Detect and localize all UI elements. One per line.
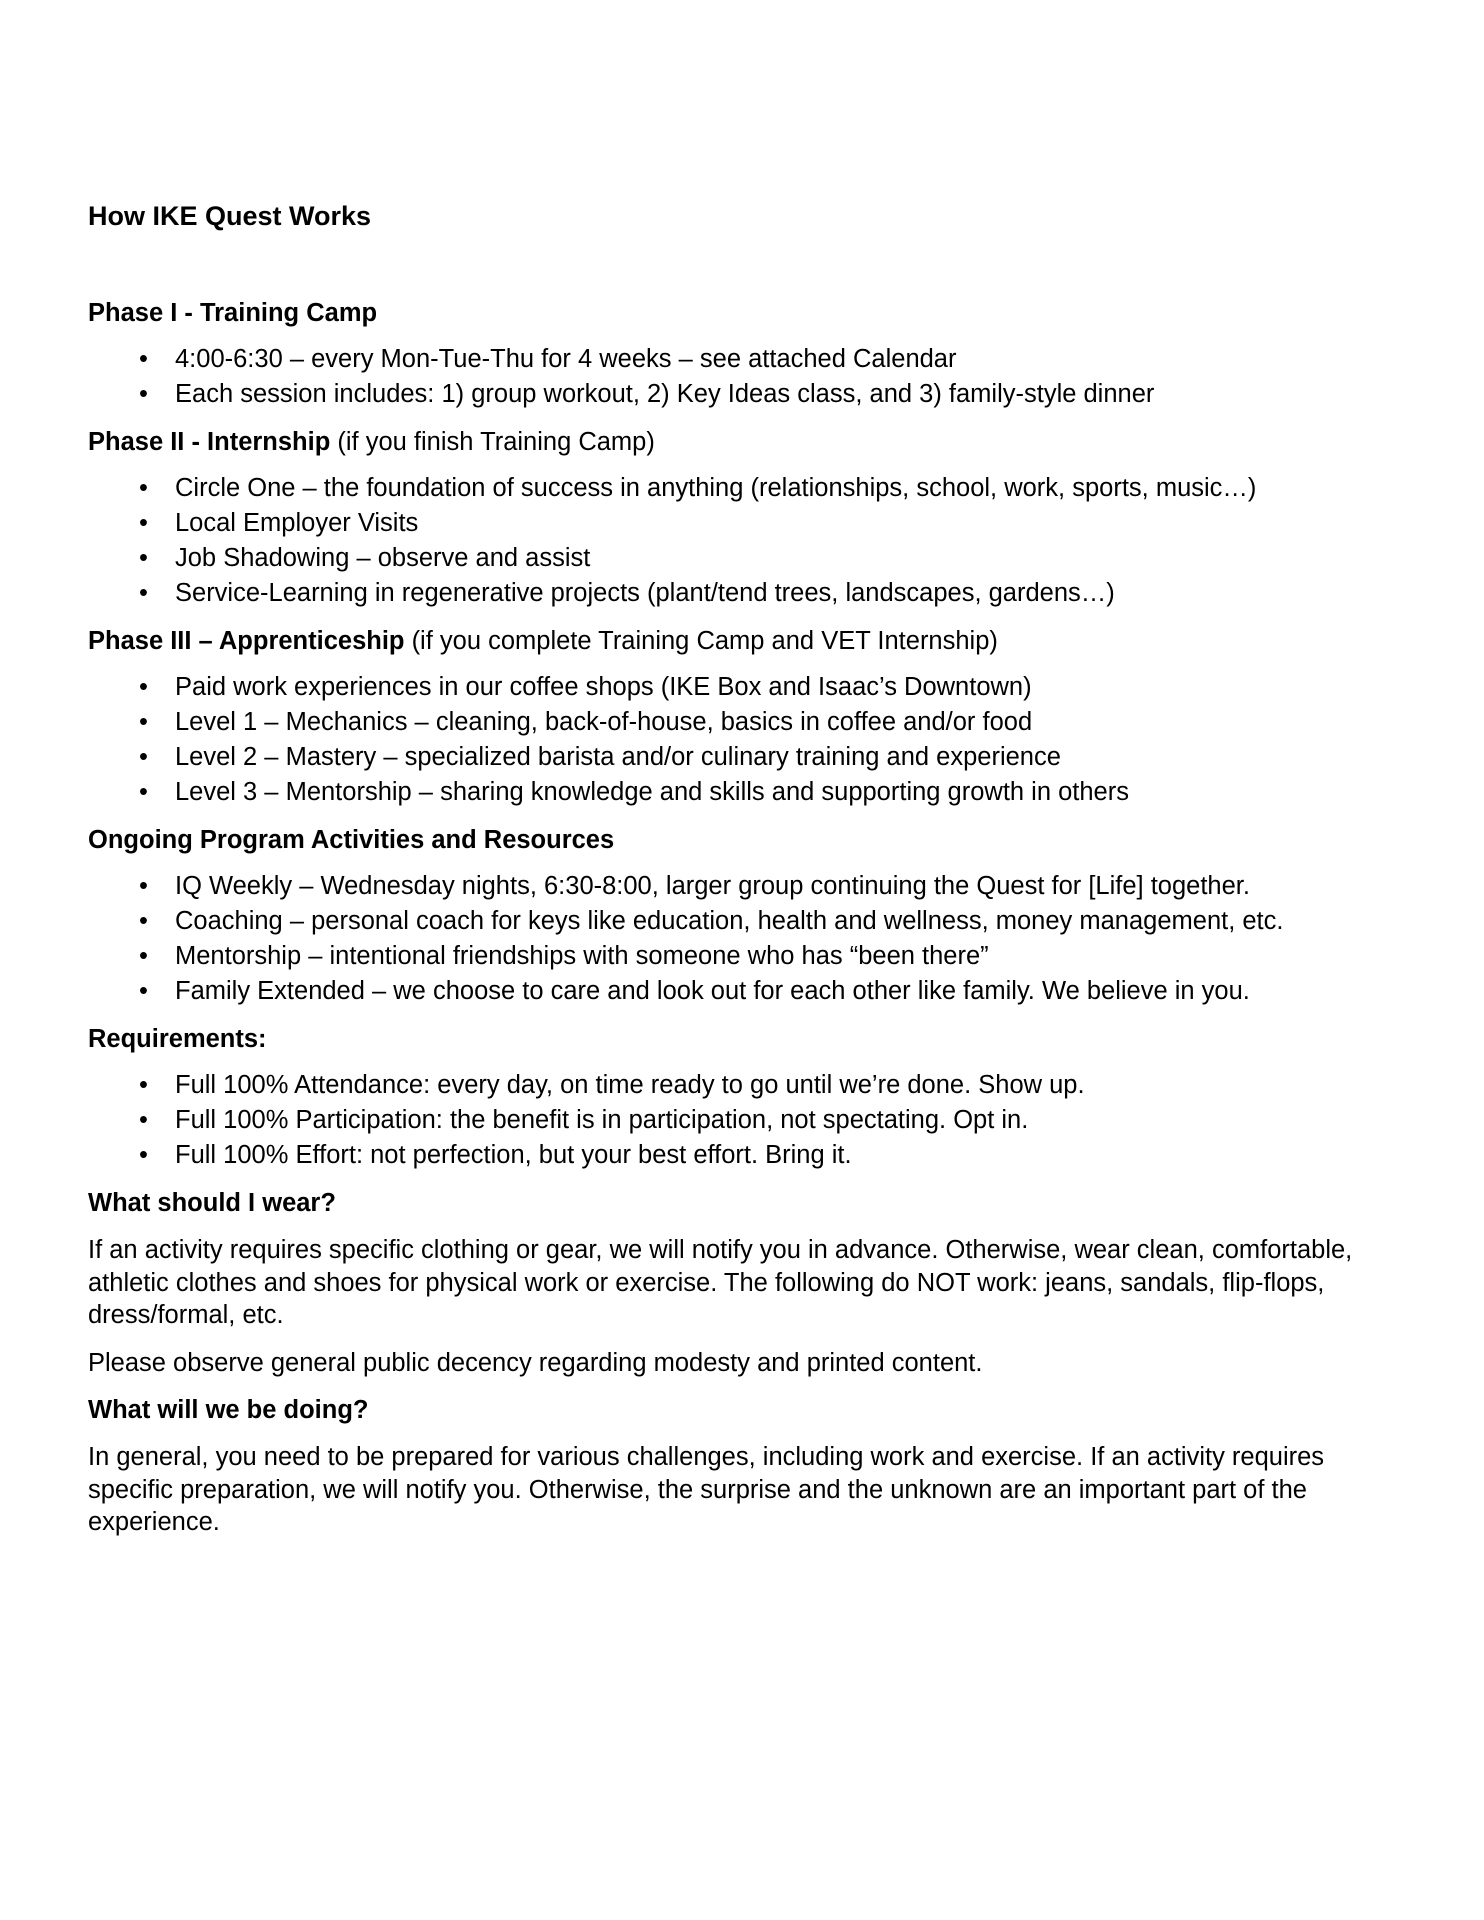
list-item-text: Circle One – the foundation of success in anything (relationships, school, work, sports, music…) bbox=[175, 474, 1257, 502]
list-item bbox=[88, 1138, 1408, 1173]
phase3-list bbox=[88, 670, 1408, 810]
document-page bbox=[88, 198, 1408, 1539]
phase1-section bbox=[88, 296, 1408, 412]
list-item-text: Level 2 – Mastery – specialized barista and/or culinary training and experience bbox=[175, 743, 1061, 771]
doing-section bbox=[88, 1393, 1408, 1539]
list-item bbox=[88, 939, 1408, 974]
phase3-heading-note: (if you complete Training Camp and VET Internship) bbox=[404, 627, 998, 655]
wear-paragraph: If an activity requires specific clothing or gear, we will notify you in advance. Otherwise, wear clean, comfortable, athletic clothes and shoes for physical work or exercise. The following do NOT work: jeans, sandals, flip-flops, dress/formal, etc. bbox=[88, 1236, 1353, 1329]
list-item bbox=[88, 775, 1408, 810]
requirements-list bbox=[88, 1068, 1408, 1173]
bullet-icon: • bbox=[139, 509, 148, 537]
list-item-text: Level 1 – Mechanics – cleaning, back-of-house, basics in coffee and/or food bbox=[175, 708, 1033, 736]
list-item-text: Coaching – personal coach for keys like education, health and wellness, money management, etc. bbox=[175, 907, 1284, 935]
list-item-text: Local Employer Visits bbox=[175, 509, 419, 537]
list-item-text: Service-Learning in regenerative projects (plant/tend trees, landscapes, gardens…) bbox=[175, 579, 1115, 607]
phase2-list bbox=[88, 471, 1408, 611]
document-title: How IKE Quest Works bbox=[88, 201, 372, 231]
requirements-heading: Requirements: bbox=[88, 1025, 267, 1053]
bullet-icon: • bbox=[139, 1141, 148, 1169]
list-item bbox=[88, 576, 1408, 611]
list-item-text: Full 100% Attendance: every day, on time ready to go until we’re done. Show up. bbox=[175, 1071, 1085, 1099]
ongoing-section bbox=[88, 823, 1408, 1009]
list-item-text: 4:00-6:30 – every Mon-Tue-Thu for 4 weeks – see attached Calendar bbox=[175, 345, 957, 373]
bullet-icon: • bbox=[139, 942, 148, 970]
list-item-text: Mentorship – intentional friendships with someone who has “been there” bbox=[175, 942, 989, 970]
doing-paragraph: In general, you need to be prepared for various challenges, including work and exercise. If an activity requires specific preparation, we will notify you. Otherwise, the surprise and the unknown are an important part of the experience. bbox=[88, 1443, 1325, 1536]
list-item-text: Job Shadowing – observe and assist bbox=[175, 544, 591, 572]
list-item bbox=[88, 342, 1408, 377]
list-item bbox=[88, 705, 1408, 740]
list-item bbox=[88, 471, 1408, 506]
phase2-heading-note: (if you finish Training Camp) bbox=[330, 428, 655, 456]
list-item-text: Level 3 – Mentorship – sharing knowledge and skills and supporting growth in others bbox=[175, 778, 1129, 806]
phase3-heading-label: Phase III – Apprenticeship bbox=[88, 627, 405, 655]
phase2-heading-label: Phase II - Internship bbox=[88, 428, 331, 456]
phase2-heading bbox=[88, 425, 1408, 459]
bullet-icon: • bbox=[139, 673, 148, 701]
doing-heading: What will we be doing? bbox=[88, 1396, 369, 1424]
list-item bbox=[88, 740, 1408, 775]
bullet-icon: • bbox=[139, 977, 148, 1005]
phase3-section bbox=[88, 624, 1408, 810]
list-item-text: Full 100% Effort: not perfection, but your best effort. Bring it. bbox=[175, 1141, 852, 1169]
bullet-icon: • bbox=[139, 708, 148, 736]
bullet-icon: • bbox=[139, 380, 148, 408]
wear-section bbox=[88, 1186, 1408, 1379]
decency-paragraph: Please observe general public decency regarding modesty and printed content. bbox=[88, 1348, 983, 1377]
wear-heading: What should I wear? bbox=[88, 1189, 336, 1217]
list-item bbox=[88, 506, 1408, 541]
phase1-heading: Phase I - Training Camp bbox=[88, 299, 378, 327]
bullet-icon: • bbox=[139, 907, 148, 935]
requirements-section bbox=[88, 1022, 1408, 1173]
list-item-text: Each session includes: 1) group workout, 2) Key Ideas class, and 3) family-style dinner bbox=[175, 380, 1155, 408]
list-item bbox=[88, 974, 1408, 1009]
bullet-icon: • bbox=[139, 345, 148, 373]
phase3-heading bbox=[88, 624, 1408, 658]
bullet-icon: • bbox=[139, 872, 148, 900]
list-item bbox=[88, 869, 1408, 904]
bullet-icon: • bbox=[139, 778, 148, 806]
bullet-icon: • bbox=[139, 743, 148, 771]
list-item-text: IQ Weekly – Wednesday nights, 6:30-8:00, larger group continuing the Quest for [Life] together. bbox=[175, 872, 1250, 900]
phase2-section bbox=[88, 425, 1408, 611]
bullet-icon: • bbox=[139, 544, 148, 572]
list-item bbox=[88, 541, 1408, 576]
list-item bbox=[88, 670, 1408, 705]
bullet-icon: • bbox=[139, 579, 148, 607]
list-item-text: Paid work experiences in our coffee shops (IKE Box and Isaac’s Downtown) bbox=[175, 673, 1032, 701]
list-item-text: Full 100% Participation: the benefit is in participation, not spectating. Opt in. bbox=[175, 1106, 1029, 1134]
bullet-icon: • bbox=[139, 474, 148, 502]
list-item bbox=[88, 904, 1408, 939]
phase1-list bbox=[88, 342, 1408, 412]
list-item bbox=[88, 1068, 1408, 1103]
list-item bbox=[88, 377, 1408, 412]
list-item-text: Family Extended – we choose to care and look out for each other like family. We believe in you. bbox=[175, 977, 1250, 1005]
ongoing-list bbox=[88, 869, 1408, 1009]
bullet-icon: • bbox=[139, 1106, 148, 1134]
ongoing-heading: Ongoing Program Activities and Resources bbox=[88, 826, 615, 854]
bullet-icon: • bbox=[139, 1071, 148, 1099]
list-item bbox=[88, 1103, 1408, 1138]
